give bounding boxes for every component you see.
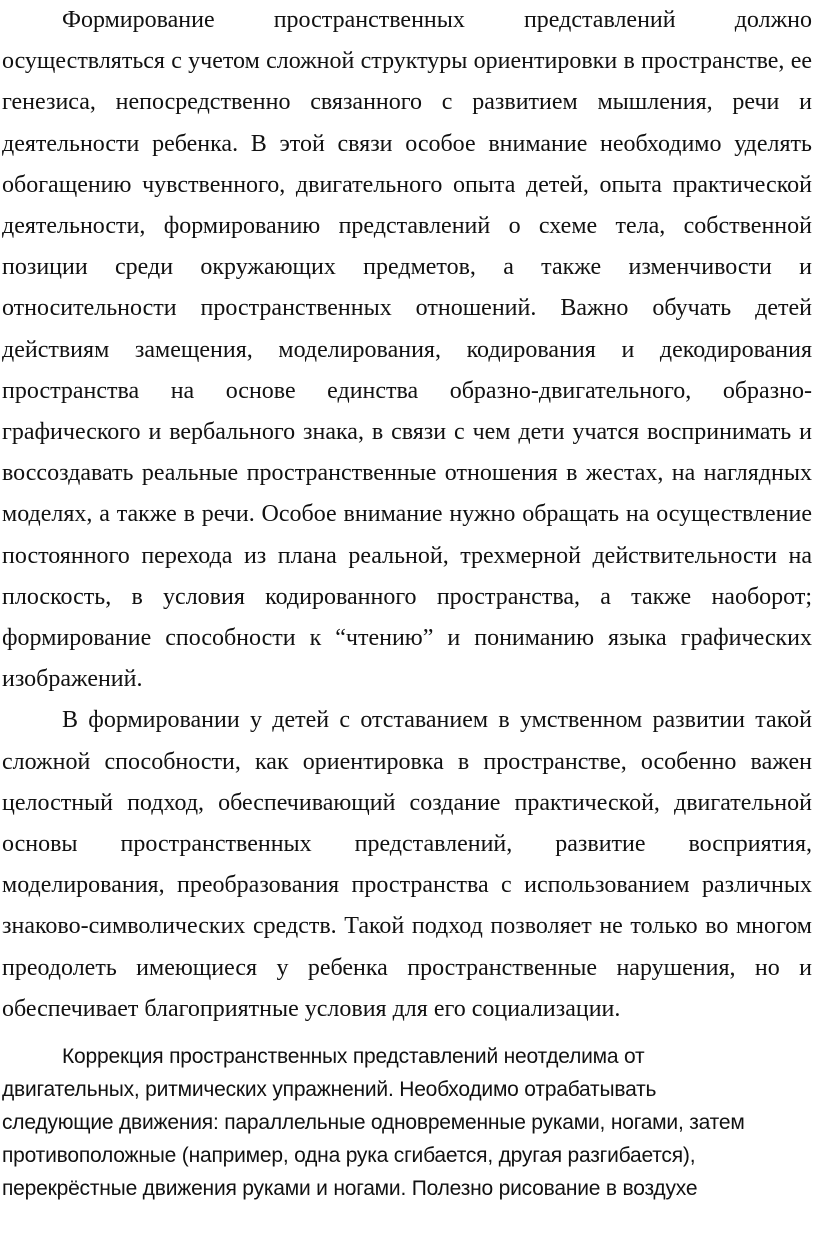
paragraph-motor-exercises [2, 1040, 812, 1205]
sans-line: перекрёстные движения руками и ногами. Полезно рисование в воздухе [2, 1177, 698, 1201]
document-page [2, 0, 812, 1205]
paragraph-spatial-representations: Формирование пространственных представлений должно осуществляться с учетом сложной структуры ориентировки в пространстве, ее генезиса, непосредственно связанного с развитием мышления, речи и деятельности ребенка. В этой связи особое внимание необходимо уделять обогащению чувственного, двигательного опыта детей, опыта практической деятельности, формированию представлений о схеме тела, собственной позиции среди окружающих предметов, а также изменчивости и относительности пространственных отношений. Важно обучать детей действиям замещения, моделирования, кодирования и декодирования пространства на основе единства образно-двигательного, образно-графического и вербального знака, в связи с чем дети учатся воспринимать и воссоздавать реальные пространственные отношения в жестах, на наглядных моделях, а также в речи. Особое внимание нужно обращать на осуществление постоянного перехода из плана реальной, трехмерной действительности на плоскость, в условия кодированного пространства, а также наоборот; формирование способности к “чтению” и пониманию языка графических изображений. [2, 7, 812, 693]
sans-line: следующие движения: параллельные одновременные руками, ногами, затем [2, 1111, 745, 1135]
paragraph-holistic-approach: В формировании у детей с отставанием в умственном развитии такой сложной способности, как ориентировка в пространстве, особенно важен целостный подход, обеспечивающий создание практической, двигательной основы пространственных представлений, развитие восприятия, моделирования, преобразования пространства с использованием различных знаково-символических средств. Такой подход позволяет не только во многом преодолеть имеющиеся у ребенка пространственные нарушения, но и обеспечивает благоприятные условия для его социализации. [2, 707, 812, 1022]
sans-line: двигательных, ритмических упражнений. Необходимо отрабатывать [2, 1078, 657, 1102]
sans-line: противоположные (например, одна рука сгибается, другая разгибается), [2, 1144, 696, 1168]
sans-line: Коррекция пространственных представлений неотделима от [62, 1045, 645, 1069]
